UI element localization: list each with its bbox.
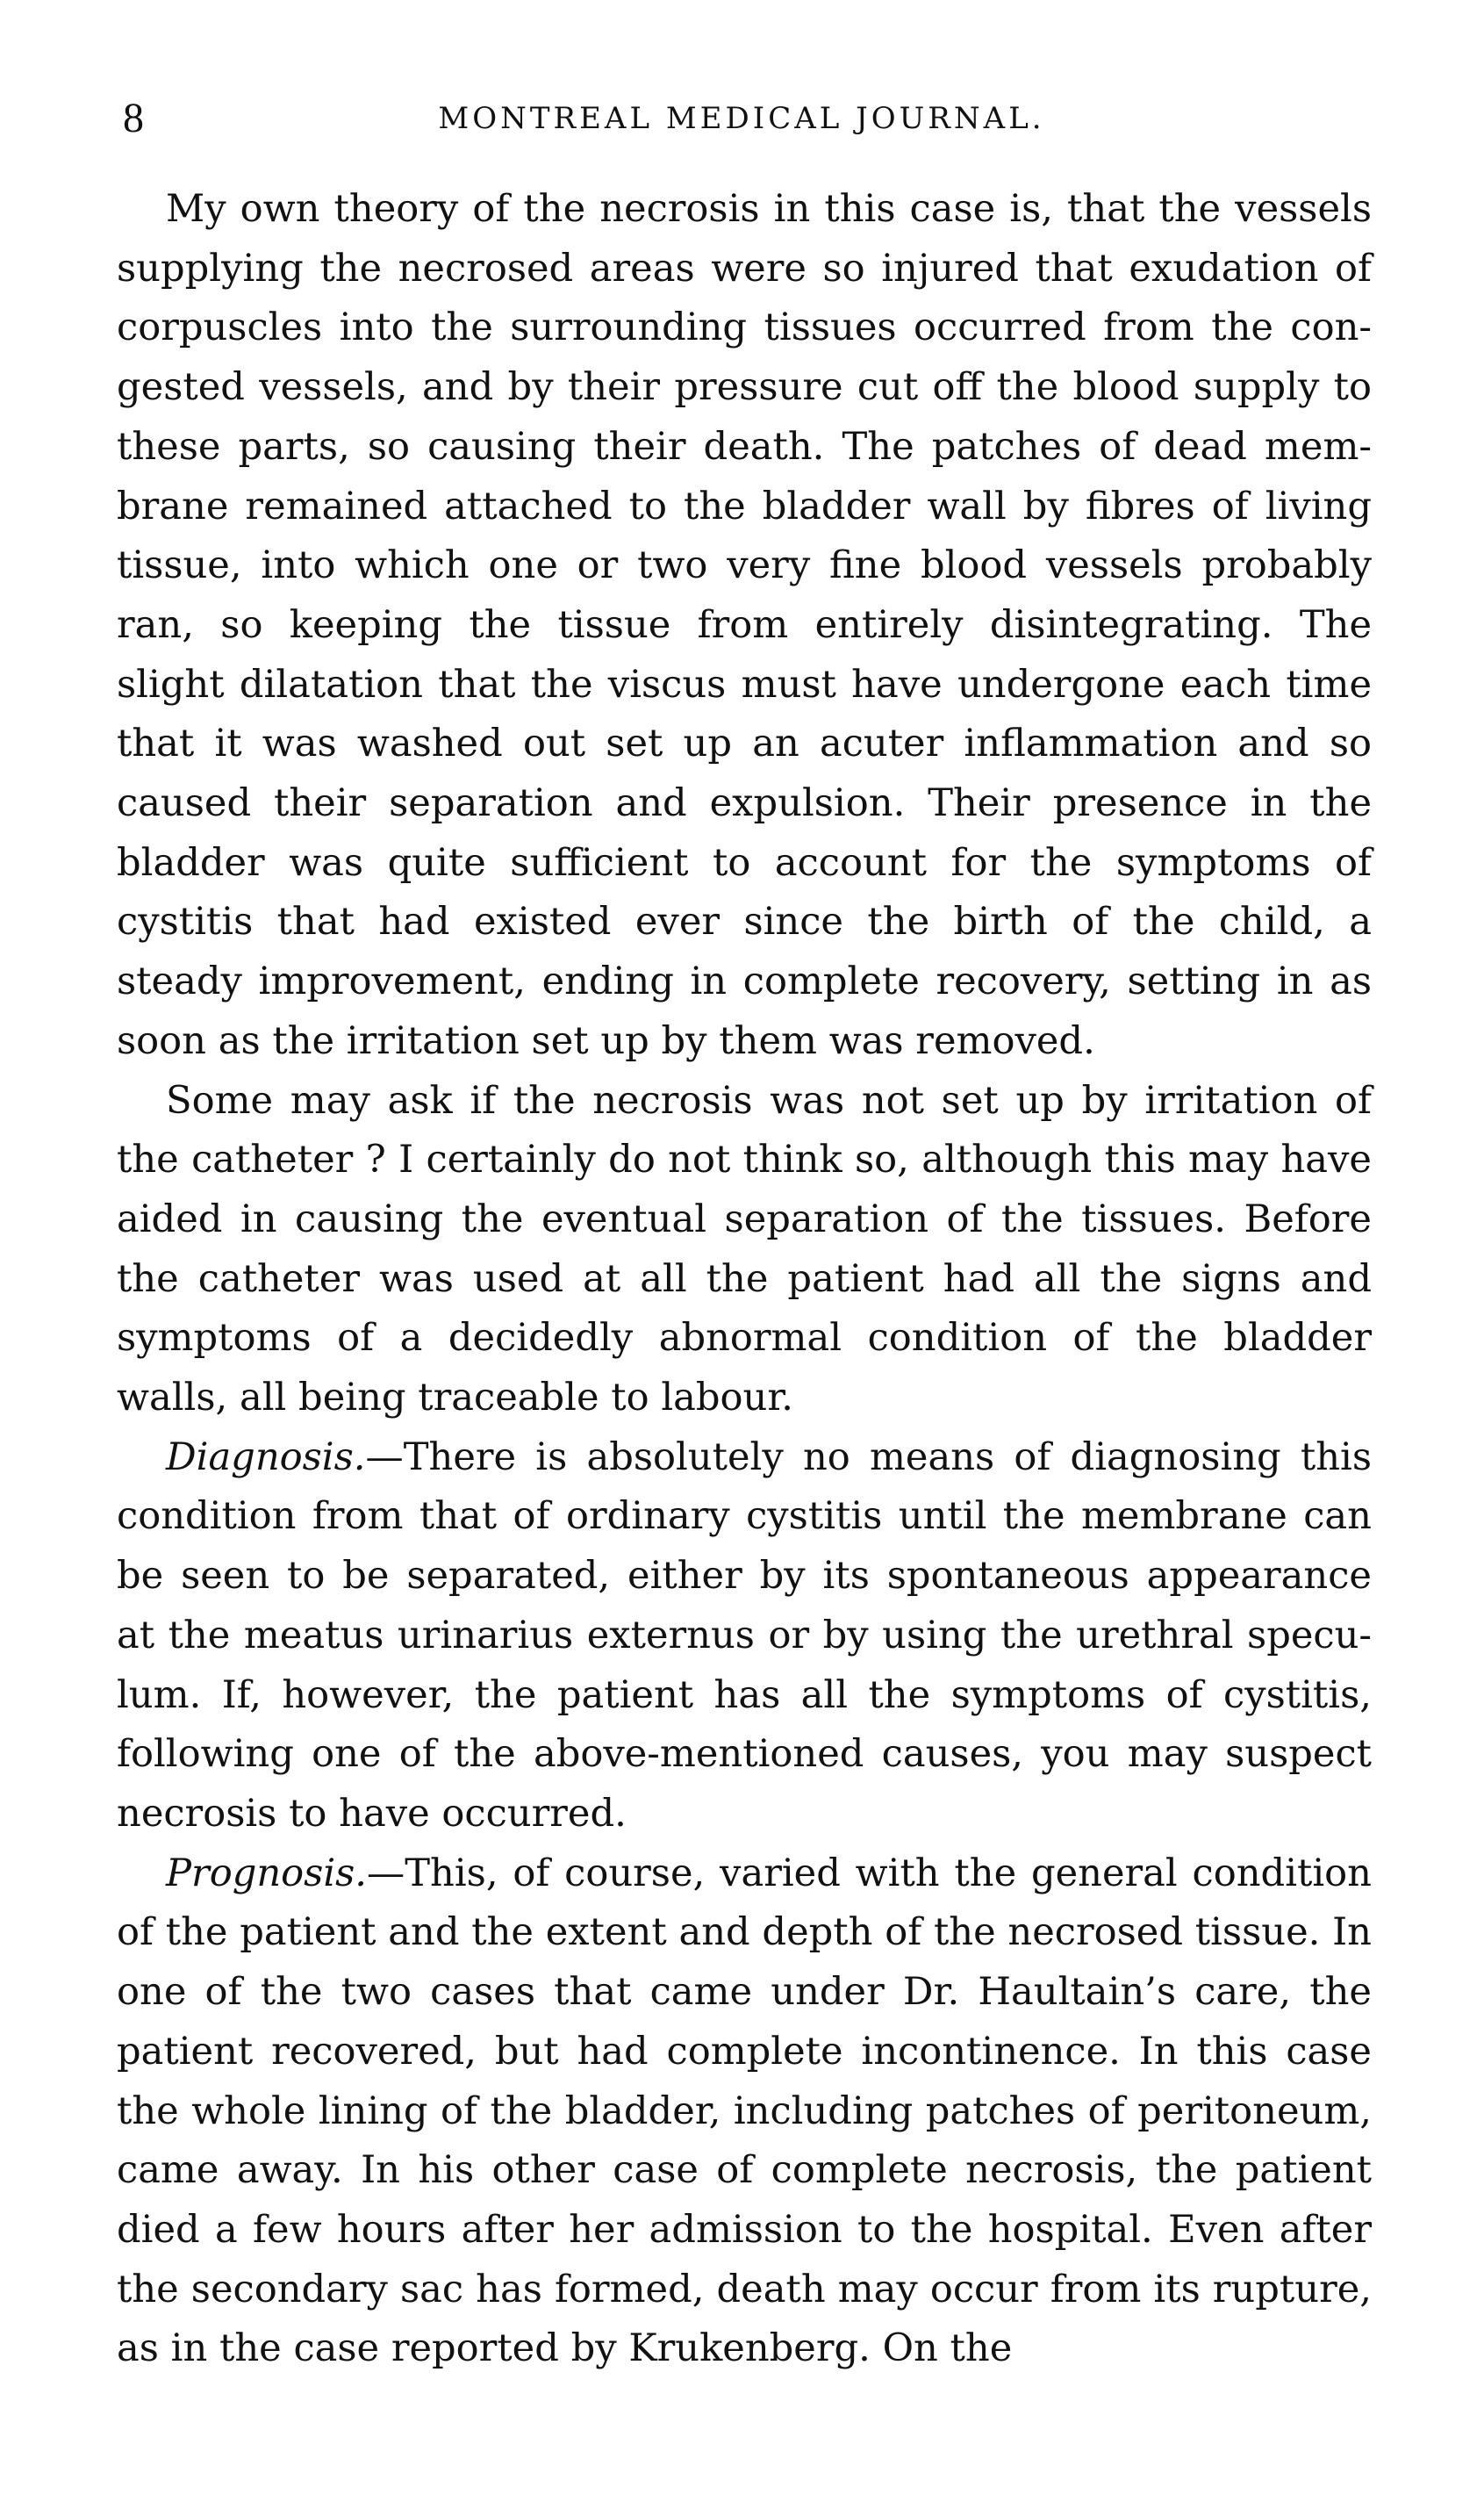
running-head: MONTREAL MEDICAL JOURNAL.: [438, 101, 1045, 136]
section-lead-diagnosis: Diagnosis.: [166, 1434, 366, 1479]
paragraph-text: —There is absolutely no means of diagnosing this condition from that of ordinary cystitis until the membrane can be seen to be separated, either by its spontaneous appearance at the meatus urinarius externus or by using the urethral speculum. If, however, the patient has all the symptoms of cystitis, following one of the above-mentioned causes, you may suspect necrosis to have occurred.: [117, 1434, 1372, 1836]
section-lead-prognosis: Prognosis.: [166, 1851, 368, 1895]
page-number: 8: [123, 95, 144, 141]
article-body: [117, 180, 1372, 2379]
paragraph-diagnosis: [117, 1428, 1372, 1844]
page-header: [114, 88, 1369, 149]
paragraph-text: My own theory of the necrosis in this case is, that the vessels supplying the necrosed areas were so injured that exudation of corpuscles into the surrounding tissues occurred from the congested vessels, and by their pressure cut off the blood supply to these parts, so causing their death. The patches of dead membrane remained attached to the bladder wall by fibres of living tissue, into which one or two very fine blood vessels probably ran, so keeping the tissue from entirely disintegrating. The slight dilatation that the viscus must have undergone each time that it was washed out set up an acuter inflammation and so caused their separation and expulsion. Their presence in the bladder was quite sufficient to account for the symptoms of cystitis that had existed ever since the birth of the child, a steady improvement, ending in complete recovery, setting in as soon as the irritation set up by them was removed.: [117, 187, 1372, 1063]
paragraph-necrosis-theory: [117, 180, 1372, 1072]
paragraph-catheter-irritation: [117, 1072, 1372, 1428]
paragraph-prognosis: [117, 1844, 1372, 2379]
paragraph-text: Some may ask if the necrosis was not set up by irritation of the catheter ? I certainly do not think so, although this may have aided in causing the eventual separation of the tissues. Before the catheter was used at all the patient had all the signs and symptoms of a decidedly abnormal condition of the bladder walls, all being traceable to labour.: [117, 1078, 1372, 1420]
paragraph-text: —This, of course, varied with the general condition of the patient and the extent and depth of the necrosed tissue. In one of the two cases that came under Dr. Haultain’s care, the patient recovered, but had complete incontinence. In this case the whole lining of the bladder, including patches of peritoneum, came away. In his other case of complete necrosis, the patient died a few hours after her admission to the hospital. Even after the secondary sac has formed, death may occur from its rupture, as in the case reported by Krukenberg. On the: [117, 1851, 1372, 2371]
